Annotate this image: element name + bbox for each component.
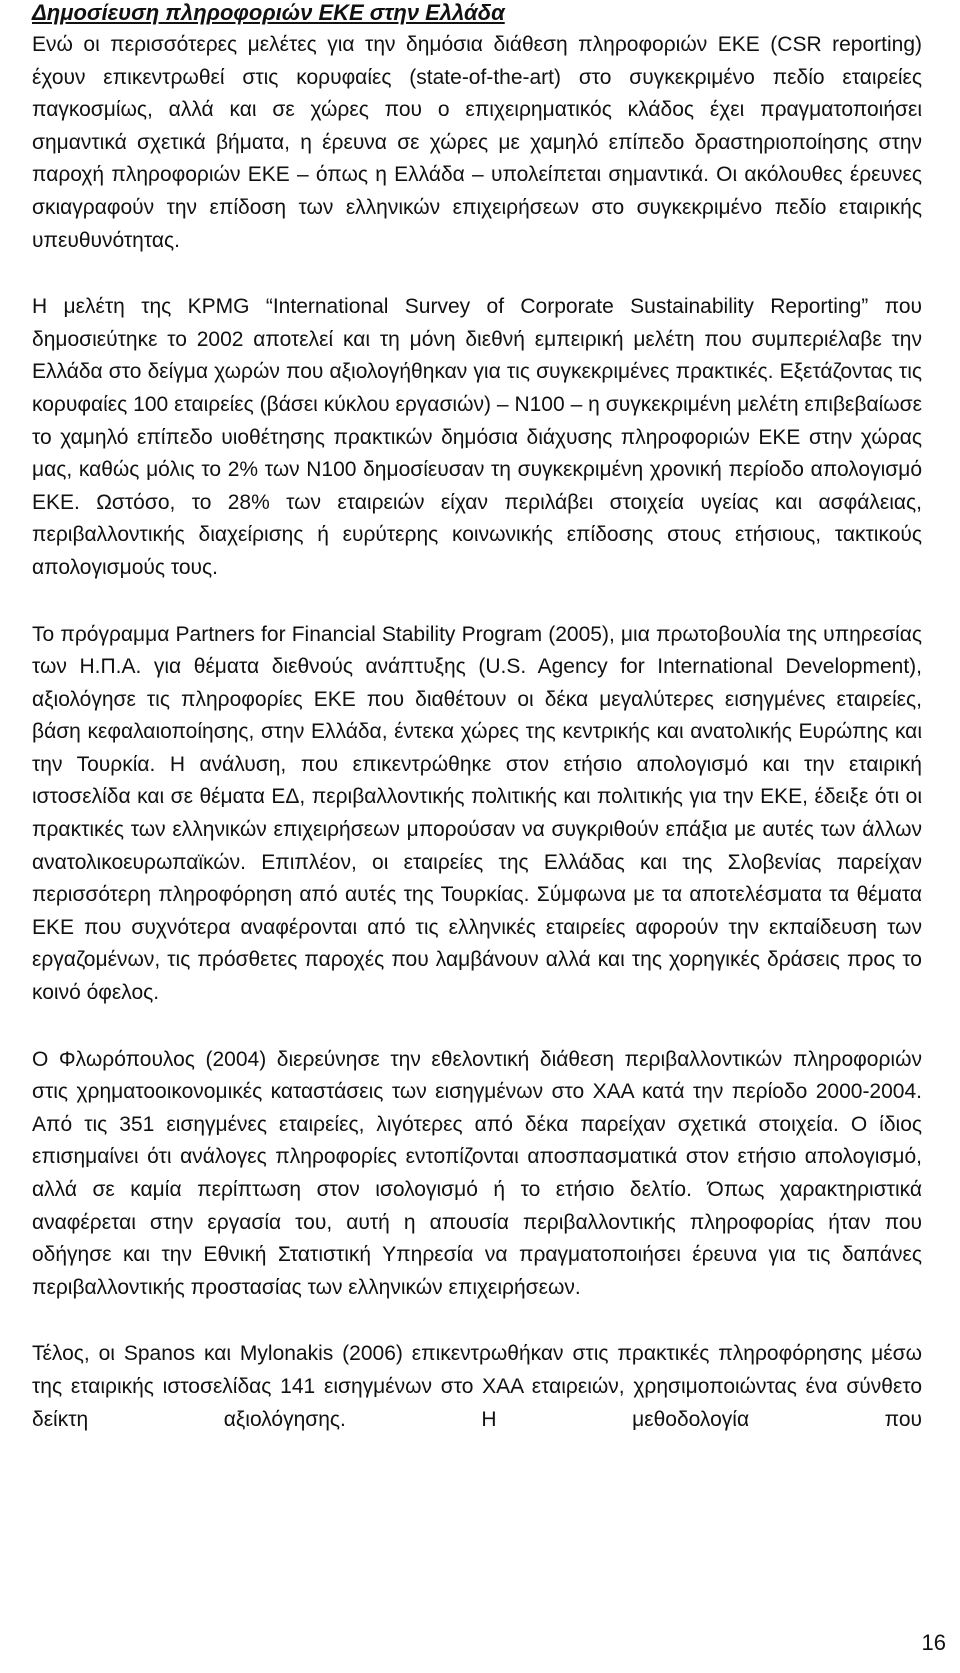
- paragraph-intro: Ενώ οι περισσότερες μελέτες για την δημόσια διάθεση πληροφοριών ΕΚΕ (CSR reporting) έχουν επικεντρωθεί στις κορυφαίες (state-of-the-art) στο συγκεκριμένο πεδίο εταιρείες παγκοσμίως, αλλά και σε χώρες που ο επιχειρηματικός κλάδος έχει πραγματοποιήσει σημαντικά σχετικά βήματα, η έρευνα σε χώρες με χαμηλό επίπεδο δραστηριοποίησης στην παροχή πληροφοριών ΕΚΕ – όπως η Ελλάδα – υπολείπεται σημαντικά. Οι ακόλουθες έρευνες σκιαγραφούν την επίδοση των ελληνικών επιχειρήσεων στο συγκεκριμένο πεδίο εταιρικής υπευθυνότητας.: [32, 33, 922, 252]
- paragraph-spanos-mylonakis: Τέλος, οι Spanos και Mylonakis (2006) επικεντρωθήκαν στις πρακτικές πληροφόρησης μέσω της εταιρικής ιστοσελίδας 141 εισηγμένων στο ΧΑΑ εταιρειών, χρησιμοποιώντας ένα σύνθετο δείκτη αξιολόγησης. Η μεθοδολογία που: [32, 1342, 922, 1431]
- paragraph-floropoulos: Ο Φλωρόπουλος (2004) διερεύνησε την εθελοντική διάθεση περιβαλλοντικών πληροφοριών στις χρηματοοικονομικές καταστάσεις των εισηγμένων στο ΧΑΑ κατά την περίοδο 2000-2004. Από τις 351 εισηγμένες εταιρείες, λιγότερες από δέκα παρείχαν σχετικά στοιχεία. Ο ίδιος επισημαίνει ότι ανάλογες πληροφορίες εντοπίζονται αποσπασματικά στον ετήσιο απολογισμό, αλλά σε καμία περίπτωση στον ισολογισμό ή το ετήσιο δελτίο. Όπως χαρακτηριστικά αναφέρεται στην εργασία του, αυτή η απουσία περιβαλλοντικής πληροφορίας ήταν που οδήγησε και την Εθνική Στατιστική Υπηρεσία να πραγματοποιήσει έρευνα για τις δαπάνες περιβαλλοντικής προστασίας των ελληνικών επιχειρήσεων.: [32, 1047, 922, 1299]
- paragraph-kpmg-survey: Η μελέτη της KPMG “International Survey of Corporate Sustainability Reporting” που δημοσιεύτηκε το 2002 αποτελεί και τη μόνη διεθνή εμπειρική μελέτη που συμπεριέλαβε την Ελλάδα στο δείγμα χωρών που αξιολογήθηκαν για τις συγκεκριμένες πρακτικές. Εξετάζοντας τις κορυφαίες 100 εταιρείες (βάσει κύκλου εργασιών) – Ν100 – η συγκεκριμένη μελέτη επιβεβαίωσε το χαμηλό επίπεδο υιοθέτησης πρακτικών δημόσια διάχυσης πληροφοριών ΕΚΕ στην χώρας μας, καθώς μόλις το 2% των Ν100 δημοσίευσαν τη συγκεκριμένη χρονική περίοδο απολογισμό ΕΚΕ. Ωστόσο, το 28% των εταιρειών είχαν περιλάβει στοιχεία υγείας και ασφάλειας, περιβαλλοντικής διαχείρισης ή ευρύτερης κοινωνικής επίδοσης στους ετήσιους, τακτικούς απολογισμούς τους.: [32, 295, 922, 579]
- section-title: Δημοσίευση πληροφοριών ΕΚΕ στην Ελλάδα: [32, 0, 505, 25]
- paragraph-partners-financial-stability: Το πρόγραμμα Partners for Financial Stability Program (2005), μια πρωτοβουλία της υπηρεσίας των Η.Π.Α. για θέματα διεθνούς ανάπτυξης (U.S. Agency for International Development), αξιολόγησε τις πληροφορίες ΕΚΕ που διαθέτουν οι δέκα μεγαλύτερες εισηγμένες εταιρείες, βάση κεφαλαιοποίησης, στην Ελλάδα, έντεκα χώρες της κεντρικής και ανατολικής Ευρώπης και την Τουρκία. Η ανάλυση, που επικεντρώθηκε στον ετήσιο απολογισμό και την εταιρική ιστοσελίδα και σε θέματα ΕΔ, περιβαλλοντικής πολιτικής και πολιτικής για την ΕΚΕ, έδειξε ότι οι πρακτικές των ελληνικών επιχειρήσεων μπορούσαν να συγκριθούν επάξια με αυτές των άλλων ανατολικοευρωπαϊκών. Επιπλέον, οι εταιρείες της Ελλάδας και της Σλοβενίας παρείχαν περισσότερη πληροφόρηση από αυτές της Τουρκίας. Σύμφωνα με τα αποτελέσματα τα θέματα ΕΚΕ που συχνότερα αναφέρονται από τις ελληνικές εταιρείες αφορούν την εκπαίδευση των εργαζομένων, τις πρόσθετες παροχές που λαμβάνουν αλλά και της χορηγικές δράσεις προς το κοινό όφελος.: [32, 622, 922, 1005]
- document-page: [32, 0, 922, 1436]
- page-number: 16: [921, 1630, 946, 1655]
